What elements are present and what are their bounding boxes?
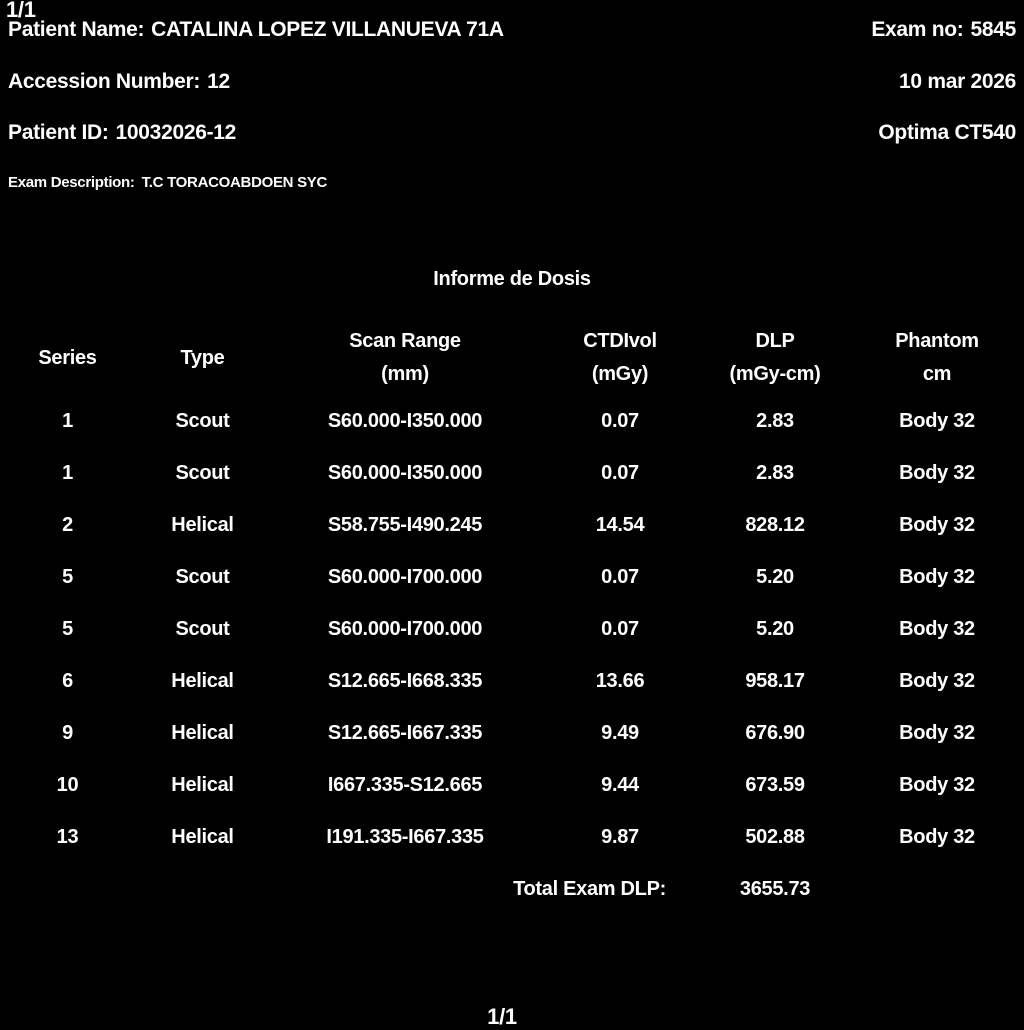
cell-scan-range: S12.665-I667.335 [327, 721, 483, 744]
cell-phantom: Body 32 [899, 565, 975, 588]
cell-dlp: 2.83 [756, 409, 794, 432]
column-title: DLP [755, 330, 795, 352]
cell-scan-range: S12.665-I668.335 [327, 669, 483, 692]
cell-scan-range: S58.755-I490.245 [327, 513, 483, 536]
cell-series: 2 [62, 513, 73, 536]
column-title: Series [38, 346, 97, 369]
total-exam-dlp-value: 3655.73 [739, 877, 811, 900]
cell-series: 10 [56, 773, 79, 796]
cell-ctdivol: 9.87 [601, 825, 639, 848]
cell-scan-range: S60.000-I350.000 [327, 461, 483, 484]
cell-dlp: 828.12 [745, 513, 805, 536]
column-header-dlp [700, 322, 850, 394]
column-header-scan-range [270, 322, 540, 394]
cell-series: 9 [62, 721, 73, 744]
total-exam-dlp-label: Total Exam DLP: [513, 877, 666, 900]
table-row [0, 603, 1024, 655]
cell-ctdivol: 9.44 [601, 773, 639, 796]
patient-name-value: CATALINA LOPEZ VILLANUEVA 71A [151, 18, 504, 41]
table-header-row [0, 322, 1024, 394]
column-header-phantom [850, 322, 1024, 394]
patient-id-value: 10032026-12 [115, 121, 237, 144]
cell-type: Helical [171, 825, 234, 848]
cell-dlp: 5.20 [756, 617, 794, 640]
table-row [0, 655, 1024, 707]
table-row [0, 499, 1024, 551]
scanner-model: Optima CT540 [878, 121, 1016, 144]
column-title: Scan Range [349, 330, 461, 352]
accession-label: Accession Number: [8, 70, 201, 93]
cell-scan-range: I667.335-S12.665 [327, 773, 483, 796]
column-title: CTDIvol [583, 330, 657, 352]
cell-phantom: Body 32 [899, 617, 975, 640]
table-row [0, 551, 1024, 603]
page-indicator-bottom: 1/1 [487, 1004, 517, 1029]
cell-scan-range: S60.000-I700.000 [327, 617, 483, 640]
table-body [0, 395, 1024, 915]
table-row [0, 759, 1024, 811]
total-exam-dlp-row [0, 863, 1024, 915]
table-row [0, 811, 1024, 863]
column-title: Phantom [895, 330, 979, 352]
cell-ctdivol: 0.07 [601, 461, 639, 484]
cell-scan-range: I191.335-I667.335 [326, 825, 484, 848]
cell-type: Scout [175, 617, 230, 640]
exam-description-line [8, 174, 327, 191]
column-unit: (mm) [381, 363, 429, 385]
cell-phantom: Body 32 [899, 461, 975, 484]
cell-type: Helical [171, 513, 234, 536]
table-row [0, 395, 1024, 447]
cell-phantom: Body 32 [899, 513, 975, 536]
cell-dlp: 958.17 [745, 669, 805, 692]
cell-ctdivol: 13.66 [595, 669, 645, 692]
cell-type: Helical [171, 669, 234, 692]
cell-series: 5 [62, 617, 73, 640]
table-row [0, 707, 1024, 759]
cell-phantom: Body 32 [899, 669, 975, 692]
cell-ctdivol: 9.49 [601, 721, 639, 744]
cell-dlp: 5.20 [756, 565, 794, 588]
cell-scan-range: S60.000-I700.000 [327, 565, 483, 588]
cell-phantom: Body 32 [899, 409, 975, 432]
accession-line [8, 70, 230, 94]
cell-dlp: 673.59 [745, 773, 805, 796]
cell-series: 13 [56, 825, 79, 848]
cell-phantom: Body 32 [899, 721, 975, 744]
column-header-ctdivol [540, 322, 700, 394]
cell-dlp: 2.83 [756, 461, 794, 484]
cell-type: Scout [175, 461, 230, 484]
cell-ctdivol: 0.07 [601, 565, 639, 588]
table-row [0, 447, 1024, 499]
column-unit: (mGy) [591, 363, 649, 385]
cell-dlp: 676.90 [745, 721, 805, 744]
exam-description-value: T.C TORACOABDOEN SYC [141, 174, 328, 191]
cell-series: 1 [62, 461, 73, 484]
page-indicator-top: 1/1 [6, 0, 36, 22]
column-unit: (mGy-cm) [729, 363, 821, 385]
cell-series: 5 [62, 565, 73, 588]
cell-phantom: Body 32 [899, 825, 975, 848]
patient-name-label: Patient Name: [8, 18, 145, 41]
cell-series: 1 [62, 409, 73, 432]
column-unit: cm [922, 363, 952, 385]
column-header-type [135, 322, 270, 394]
column-header-series [0, 322, 135, 394]
patient-id-label: Patient ID: [8, 121, 109, 144]
patient-id-line [8, 121, 236, 145]
cell-phantom: Body 32 [899, 773, 975, 796]
patient-name-line [8, 18, 504, 42]
cell-type: Scout [175, 409, 230, 432]
cell-scan-range: S60.000-I350.000 [327, 409, 483, 432]
cell-series: 6 [62, 669, 73, 692]
exam-no-value: 5845 [970, 18, 1016, 41]
cell-dlp: 502.88 [745, 825, 805, 848]
column-title: Type [180, 346, 225, 369]
exam-no-line [871, 18, 1016, 42]
report-title: Informe de Dosis [433, 268, 591, 290]
exam-no-label: Exam no: [871, 18, 964, 41]
cell-ctdivol: 0.07 [601, 409, 639, 432]
exam-date: 10 mar 2026 [899, 70, 1016, 93]
accession-value: 12 [207, 70, 230, 93]
cell-type: Scout [175, 565, 230, 588]
exam-description-label: Exam Description: [8, 174, 135, 191]
cell-type: Helical [171, 721, 234, 744]
cell-type: Helical [171, 773, 234, 796]
cell-ctdivol: 14.54 [595, 513, 645, 536]
cell-ctdivol: 0.07 [601, 617, 639, 640]
